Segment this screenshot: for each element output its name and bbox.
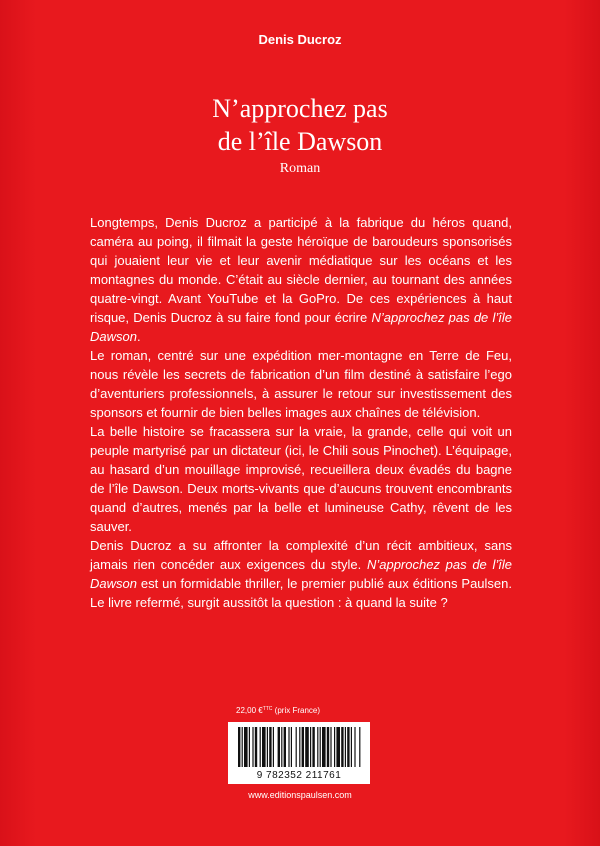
barcode-bar [260, 727, 261, 767]
barcode-bar [341, 727, 343, 767]
price-ttc: TTC [262, 706, 273, 712]
barcode-bar [288, 727, 289, 767]
barcode-bar [242, 727, 243, 767]
blurb-paragraph-4: Denis Ducroz a su affronter la complexité d’un récit ambitieux, sans jamais rien concéder aux exigences du style. N’approchez pas de l’île Dawson est un formidable thriller, le premier publié aux éditions Paulsen. Le livre refermé, surgit aussitôt la question : à quand la suite ? [90, 538, 512, 610]
barcode-bar [244, 727, 248, 767]
blurb-paragraph-2: Le roman, centré sur une expédition mer-montagne en Terre de Feu, nous révèle les secrets de fabrication d’un film destiné à satisfaire l’ego d’aventuriers professionnels, à assurer le retour sur investissement des sponsors et fournir de bien belles images aux chaînes de télévision. [90, 348, 512, 420]
book-title-italic: N’approchez pas de l’île Dawson [90, 310, 513, 344]
barcode-bar [336, 727, 340, 767]
barcode-bar [354, 727, 355, 767]
blurb-paragraph-3: La belle histoire se fracassera sur la vraie, la grande, celle qui voit un peuple martyrisé par un dictateur (ici, le Chili sous Pinochet). L’équipage, au hasard d’un mouillage improvisé, recueillera deux évadés du bagne de l’île Dawson. Deux morts-vivants que d’aucuns trouvent encombrants quand d’autres, menés par la belle et lumineuse Cathy, rêvent de les sauver. [90, 424, 512, 534]
book-title [0, 92, 600, 158]
barcode-bar [359, 727, 360, 767]
barcode-bar [302, 727, 304, 767]
isbn-barcode [228, 722, 370, 784]
barcode-bar [310, 727, 311, 767]
barcode-bar [312, 727, 314, 767]
book-title-italic: N’approchez pas de l’île Dawson [90, 557, 512, 591]
isbn-number: 9 782352 211761 [256, 770, 342, 781]
barcode-bar [262, 727, 266, 767]
barcode-bar [284, 727, 286, 767]
blurb-paragraph-1: Longtemps, Denis Ducroz a participé à la fabrique du héros quand, caméra au poing, il filmait la geste héroïque de baroudeurs sponsorisés qui jouaient leur vie et leur avenir médiatique sur les océans et les montagnes du monde. C’était au siècle dernier, au tournant des années quatre-vingt. Avant YouTube et la GoPro. De ces expériences à haut risque, Denis Ducroz à su faire fond pour écrire N’approchez pas de l’île Dawson. [90, 215, 513, 344]
price-label [236, 706, 320, 715]
barcode-bar [273, 727, 274, 767]
barcode-bar [291, 727, 292, 767]
barcode-bar [317, 727, 318, 767]
barcode-bars [228, 722, 370, 772]
barcode-bar [255, 727, 257, 767]
price-amount: 22,00 € [236, 706, 263, 715]
barcode-bar [238, 727, 240, 767]
barcode-bar [278, 727, 280, 767]
barcode-bar [330, 727, 331, 767]
barcode-bar [281, 727, 282, 767]
price-note: (prix France) [274, 706, 321, 715]
blurb-text [90, 213, 512, 612]
barcode-bar [320, 727, 321, 767]
barcode-bar [327, 727, 329, 767]
barcode-bar [249, 727, 250, 767]
publisher-website: www.editionspaulsen.com [248, 790, 352, 800]
genre-subtitle: Roman [279, 161, 321, 176]
barcode-bar [252, 727, 253, 767]
barcode-bar [267, 727, 268, 767]
barcode-bar [269, 727, 271, 767]
barcode-bar [305, 727, 309, 767]
barcode-bar [299, 727, 300, 767]
barcode-bar [347, 727, 349, 767]
barcode-bar [334, 727, 335, 767]
barcode-bar [322, 727, 326, 767]
barcode-bar [351, 727, 352, 767]
barcode-bar [296, 727, 297, 767]
title-line-2: de l’île Dawson [217, 127, 383, 156]
author-name: Denis Ducroz [258, 32, 342, 47]
title-line-1: N’approchez pas [212, 94, 388, 123]
barcode-bar [345, 727, 346, 767]
